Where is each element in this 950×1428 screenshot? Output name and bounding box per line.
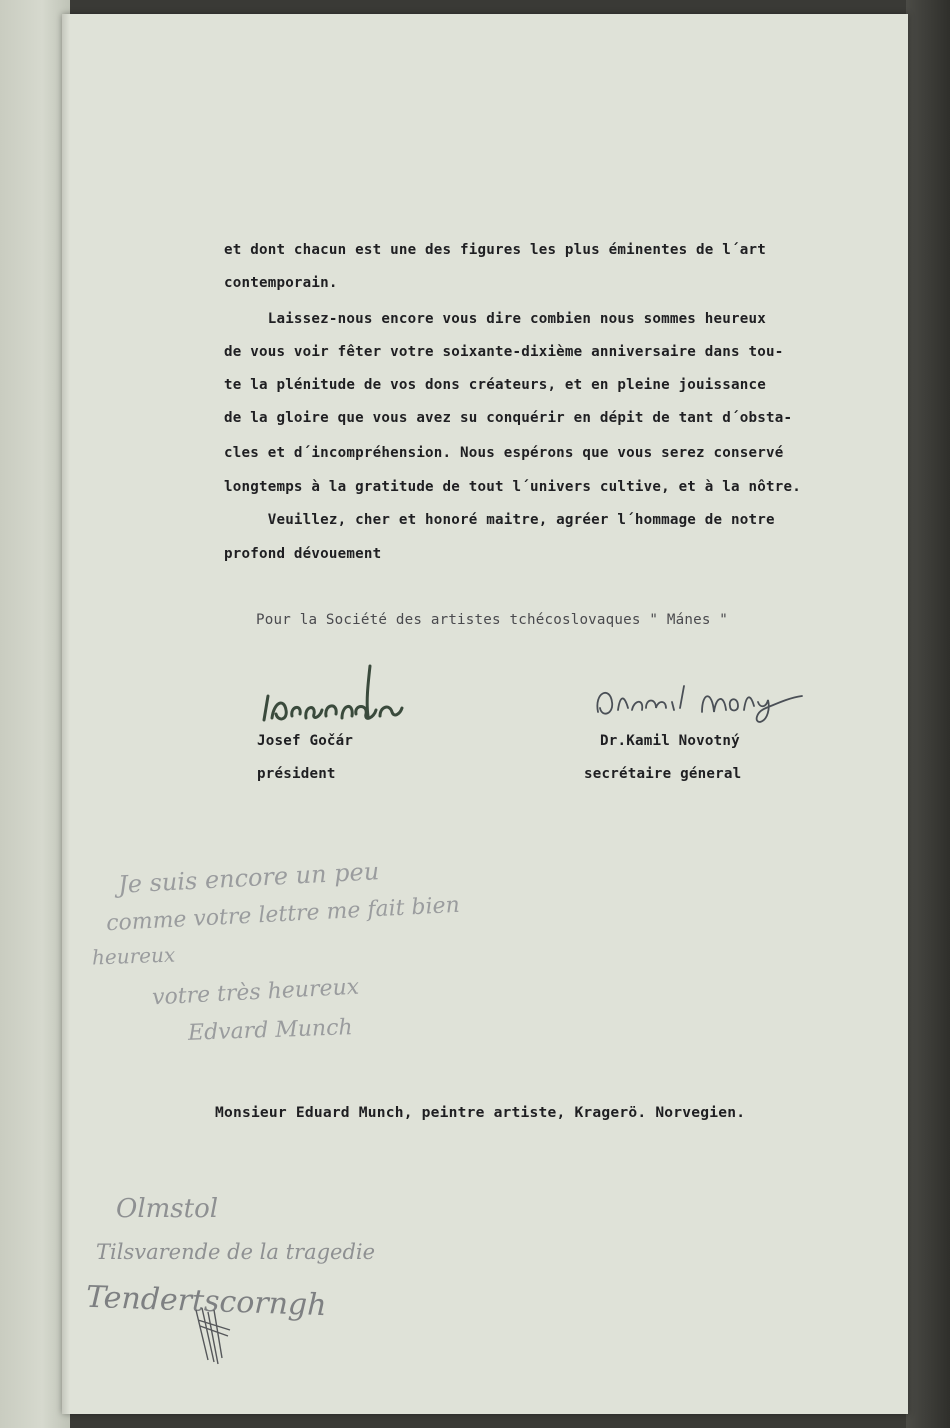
handwritten-note-line: comme votre lettre me fait bien — [105, 892, 461, 937]
signatory-left-name: Josef Gočár — [257, 733, 354, 749]
handwritten-note-line: votre très heureux — [151, 974, 360, 1011]
body-line: Veuillez, cher et honoré maitre, agréer l´hommage de notre — [224, 512, 775, 528]
body-line: te la plénitude de vos dons créateurs, et en pleine jouissance — [224, 377, 766, 393]
body-line: et dont chacun est une des figures les plus éminentes de l´art — [224, 242, 766, 258]
body-line: profond dévouement — [224, 546, 382, 562]
backing-sheet — [0, 0, 70, 1428]
pencil-note: Olmstol — [116, 1194, 219, 1224]
society-line: Pour la Société des artistes tchécoslovaques " Mánes " — [256, 612, 729, 628]
body-line: contemporain. — [224, 275, 338, 291]
pencil-note: Tilsvarende de la tragedie — [96, 1240, 376, 1264]
body-line: de la gloire que vous avez su conquérir en dépit de tant d´obsta- — [224, 410, 793, 426]
signature-novotny — [590, 672, 820, 728]
body-line: longtemps à la gratitude de tout l´univers cultive, et à la nôtre. — [224, 479, 801, 495]
handwritten-note-signature: Edvard Munch — [187, 1015, 354, 1046]
signature-gocar — [250, 658, 420, 730]
pencil-note: Tendertscorngh — [85, 1279, 328, 1324]
handwritten-note-line: Je suis encore un peu — [117, 857, 380, 899]
pencil-smudge — [190, 1300, 240, 1370]
body-line: cles et d´incompréhension. Nous espérons que vous serez conservé — [224, 445, 784, 461]
address-line: Monsieur Eduard Munch, peintre artiste, Kragerö. Norvegien. — [215, 1104, 746, 1121]
scan-border — [906, 0, 950, 1428]
signatory-left-title: président — [257, 766, 336, 782]
signatory-right-title: secrétaire géneral — [584, 766, 742, 782]
signatory-right-name: Dr.Kamil Novotný — [600, 733, 740, 749]
handwritten-note-line: heureux — [91, 942, 176, 970]
body-line: Laissez-nous encore vous dire combien nous sommes heureux — [224, 311, 766, 327]
body-line: de vous voir fêter votre soixante-dixième anniversaire dans tou- — [224, 344, 784, 360]
